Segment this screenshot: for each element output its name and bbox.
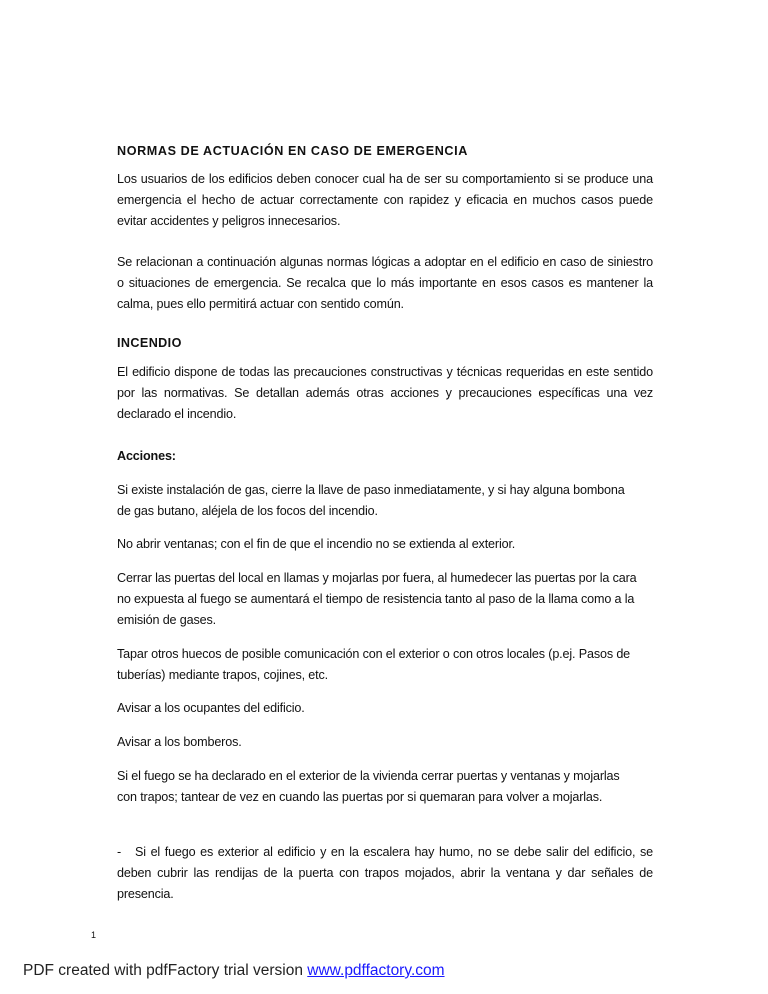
intro-paragraph: Se relacionan a continuación algunas normas lógicas a adoptar en el edificio en caso de siniestro o situaciones de emergencia. Se recalca que lo más importante en esos casos es mantener la calma, pues ello permitirá actuar con sentido común.: [117, 255, 653, 311]
action-item: No abrir ventanas; con el fin de que el incendio no se extienda al exterior.: [117, 537, 516, 551]
document-title: NORMAS DE ACTUACIÓN EN CASO DE EMERGENCIA: [117, 144, 468, 158]
action-item: Avisar a los ocupantes del edificio.: [117, 701, 305, 715]
action-item: Si existe instalación de gas, cierre la llave de paso inmediatamente, y si hay alguna bombona de gas butano, aléjela de los focos del incendio.: [117, 483, 625, 518]
page-number: 1: [91, 930, 97, 940]
action-item: Si el fuego se ha declarado en el exterior de la vivienda cerrar puertas y ventanas y mojarlas con trapos; tantear de vez en cuando las puertas por si quemaran para volver a mojarlas.: [117, 769, 620, 804]
action-item: - Si el fuego es exterior al edificio y en la escalera hay humo, no se debe salir del edificio, se deben cubrir las rendijas de la puerta con trapos mojados, abrir la ventana y dar señales de presencia.: [117, 845, 657, 901]
actions-heading: Acciones:: [117, 449, 176, 463]
action-item: Tapar otros huecos de posible comunicación con el exterior o con otros locales (p.ej. Pasos de tuberías) mediante trapos, cojines, etc.: [117, 647, 631, 682]
section-heading: INCENDIO: [117, 336, 182, 350]
action-item: Cerrar las puertas del local en llamas y mojarlas por fuera, al humedecer las puertas por la cara no expuesta al fuego se aumentará el tiempo de resistencia tanto al paso de la llama como a la emisión de gases.: [117, 571, 637, 627]
footer-link[interactable]: www.pdffactory.com: [307, 962, 445, 979]
pdf-footer: [23, 962, 445, 980]
section-intro: El edificio dispone de todas las precauciones constructivas y técnicas requeridas en este sentido por las normativas. Se detallan además otras acciones y precauciones específicas una vez declarado el incendio.: [117, 365, 653, 421]
intro-paragraph: Los usuarios de los edificios deben conocer cual ha de ser su comportamiento si se produce una emergencia el hecho de actuar correctamente con rapidez y eficacia en muchos casos puede evitar accidentes y peligros innecesarios.: [117, 172, 653, 228]
footer-text: PDF created with pdfFactory trial version: [23, 962, 308, 979]
action-item: Avisar a los bomberos.: [117, 735, 242, 749]
